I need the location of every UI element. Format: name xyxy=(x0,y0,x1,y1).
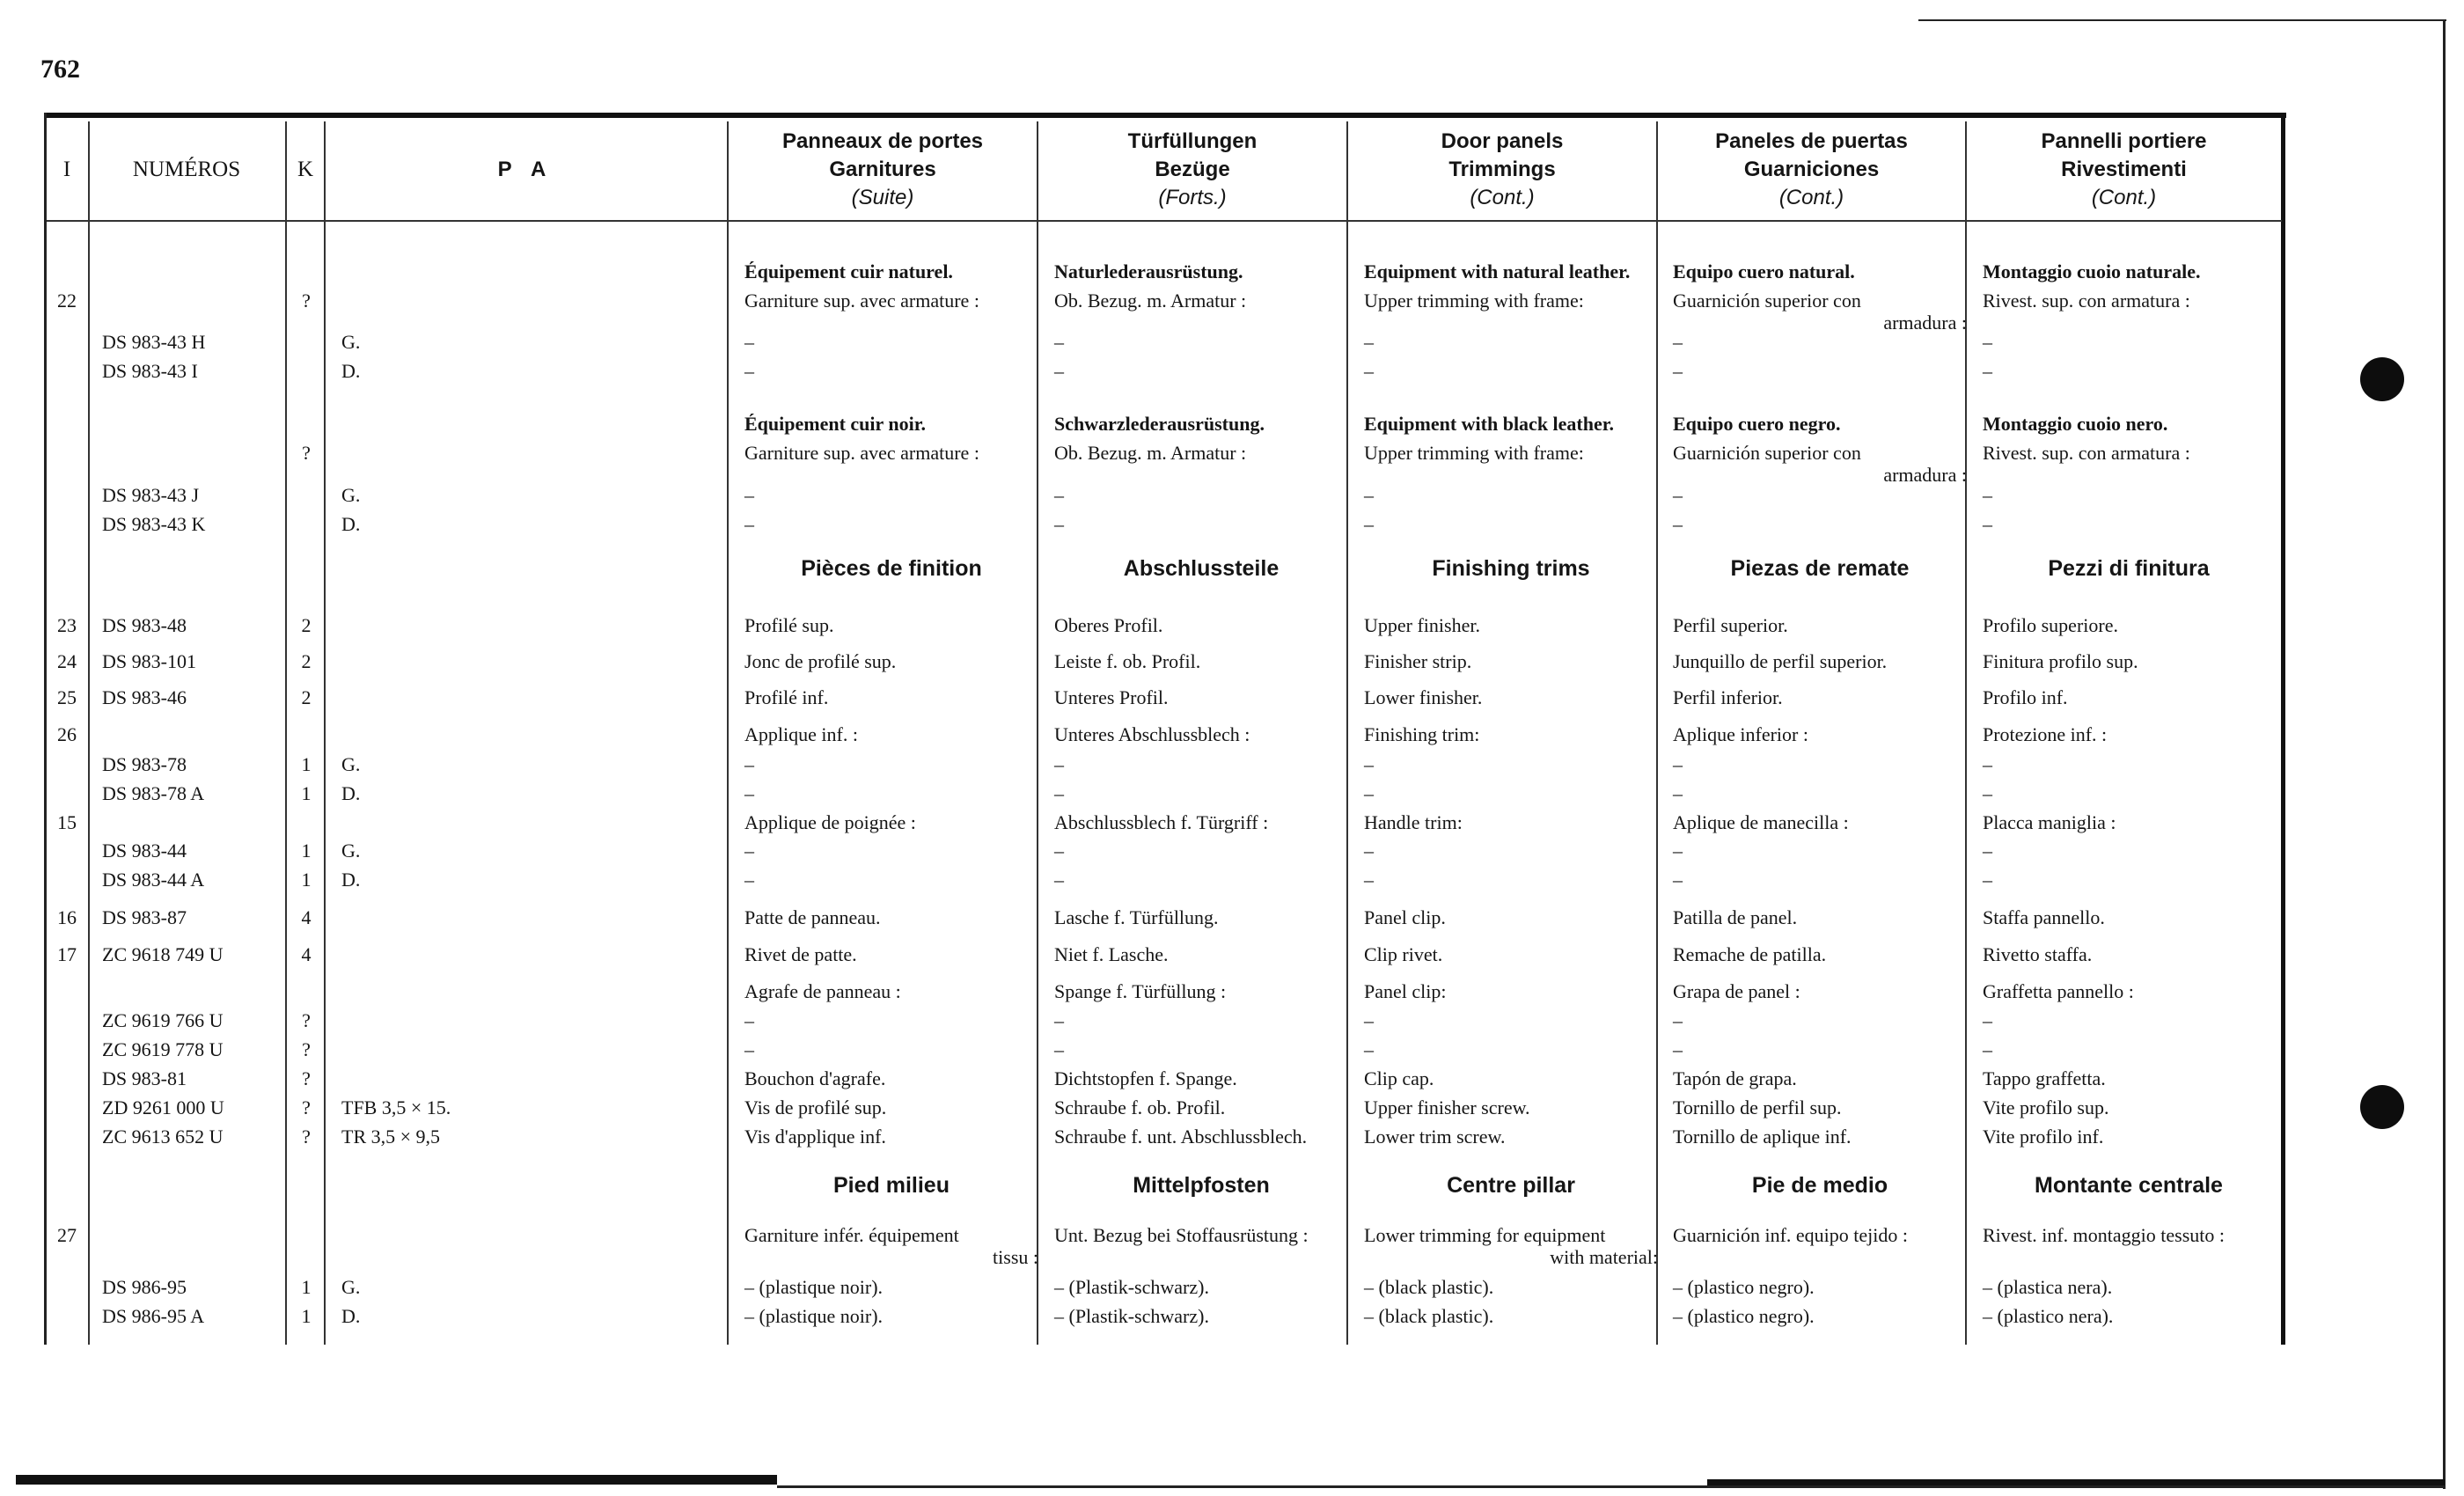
cell-k: ? xyxy=(302,442,311,464)
header-col-french xyxy=(730,123,1035,216)
cell-de: Naturlederausrüstung. xyxy=(1054,260,1243,282)
cell-pa: D. xyxy=(341,360,361,382)
cell-fr: Vis de profilé sup. xyxy=(744,1096,887,1118)
cell-numero: DS 986-95 xyxy=(102,1276,187,1298)
cell-de: Leiste f. ob. Profil. xyxy=(1054,650,1201,672)
cell-es: – xyxy=(1673,1038,1683,1060)
cell-it: – xyxy=(1983,1009,1992,1031)
cell-pa: G. xyxy=(341,1276,361,1298)
cell-fr: – xyxy=(744,331,754,353)
cell-k: 2 xyxy=(301,614,312,636)
cell-en: – xyxy=(1364,513,1374,535)
cell-k: 1 xyxy=(301,753,312,775)
header-title: Trimmings xyxy=(1448,158,1556,181)
header-col-numeros: NUMÉROS xyxy=(132,158,241,181)
cell-numero: DS 983-46 xyxy=(102,686,187,708)
cell-pa: TR 3,5 × 9,5 xyxy=(341,1126,441,1148)
cell-numero: DS 983-101 xyxy=(102,650,196,672)
section-heading: Pied milieu xyxy=(833,1173,950,1198)
header-col-english xyxy=(1350,123,1654,216)
page-edge-bottom xyxy=(777,1485,2445,1488)
cell-es: Tornillo de aplique inf. xyxy=(1673,1126,1852,1148)
cell-it: – xyxy=(1983,331,1992,353)
cell-de: Schraube f. unt. Abschlussblech. xyxy=(1054,1126,1308,1148)
cell-it: Rivest. inf. montaggio tessuto : xyxy=(1983,1224,2225,1246)
cell-it: Protezione inf. : xyxy=(1983,723,2108,745)
cell-es: – xyxy=(1673,331,1683,353)
cell-fr: Vis d'applique inf. xyxy=(744,1126,886,1148)
cell-fr: – (plastique noir). xyxy=(744,1305,884,1327)
cell-it: – xyxy=(1983,360,1992,382)
page-edge-bottom xyxy=(1707,1479,2445,1485)
cell-k: ? xyxy=(302,1126,311,1148)
cell-it: – xyxy=(1983,484,1992,506)
cell-numero: DS 983-48 xyxy=(102,614,187,636)
cell-de: – xyxy=(1054,484,1064,506)
cell-es: – xyxy=(1673,484,1683,506)
cell-en: Upper finisher screw. xyxy=(1364,1096,1530,1118)
cell-de: Schraube f. ob. Profil. xyxy=(1054,1096,1226,1118)
binder-hole-icon xyxy=(2360,1085,2404,1129)
table-border-top xyxy=(46,113,2286,118)
cell-es: – (plastico negro). xyxy=(1673,1305,1815,1327)
cell-fr: Équipement cuir noir. xyxy=(744,413,926,435)
section-heading: Mittelpfosten xyxy=(1133,1173,1270,1198)
cell-es-line2: armadura : xyxy=(1883,312,1967,334)
cell-k: 1 xyxy=(301,869,312,891)
cell-en: Upper trimming with frame: xyxy=(1364,442,1584,464)
cell-it: Rivetto staffa. xyxy=(1983,943,2093,965)
cell-numero: ZD 9261 000 U xyxy=(102,1096,224,1118)
cell-index: 27 xyxy=(57,1224,77,1246)
section-heading: Pièces de finition xyxy=(801,556,982,581)
cell-en: – (black plastic). xyxy=(1364,1305,1494,1327)
cell-it: – xyxy=(1983,753,1992,775)
cell-fr: – xyxy=(744,360,754,382)
binder-hole-icon xyxy=(2360,357,2404,401)
cell-es: Perfil superior. xyxy=(1673,614,1788,636)
cell-en: Finishing trim: xyxy=(1364,723,1480,745)
cell-es: Tornillo de perfil sup. xyxy=(1673,1096,1842,1118)
cell-es: Aplique inferior : xyxy=(1673,723,1808,745)
cell-fr: Profilé inf. xyxy=(744,686,829,708)
cell-de: – xyxy=(1054,1009,1064,1031)
cell-index: 26 xyxy=(57,723,77,745)
cell-en: Lower trim screw. xyxy=(1364,1126,1506,1148)
cell-numero: ZC 9619 766 U xyxy=(102,1009,224,1031)
cell-es: Perfil inferior. xyxy=(1673,686,1783,708)
header-title: Pannelli portiere xyxy=(2041,129,2207,153)
cell-k: 2 xyxy=(301,686,312,708)
cell-fr: Applique de poignée : xyxy=(744,811,916,833)
cell-en: Finisher strip. xyxy=(1364,650,1472,672)
cell-de: Spange f. Türfüllung : xyxy=(1054,980,1227,1002)
column-divider xyxy=(88,121,90,1345)
cell-it: Tappo graffetta. xyxy=(1983,1067,2106,1089)
cell-de: – xyxy=(1054,1038,1064,1060)
cell-pa: TFB 3,5 × 15. xyxy=(341,1096,451,1118)
cell-en: Upper trimming with frame: xyxy=(1364,290,1584,312)
cell-en: – xyxy=(1364,1009,1374,1031)
cell-k: 1 xyxy=(301,1276,312,1298)
cell-en-line2: with material: xyxy=(1550,1246,1658,1268)
header-subtitle: (Cont.) xyxy=(1778,186,1844,209)
cell-fr: – xyxy=(744,840,754,862)
cell-index: 15 xyxy=(57,811,77,833)
header-subtitle: (Forts.) xyxy=(1158,186,1227,209)
cell-es-line2: armadura : xyxy=(1883,464,1967,486)
cell-es: Grapa de panel : xyxy=(1673,980,1800,1002)
cell-es: Remache de patilla. xyxy=(1673,943,1827,965)
cell-it: Staffa pannello. xyxy=(1983,906,2105,928)
cell-en: Equipment with natural leather. xyxy=(1364,260,1631,282)
cell-numero: DS 983-43 I xyxy=(102,360,198,382)
cell-index: 25 xyxy=(57,686,77,708)
cell-de: – (Plastik-schwarz). xyxy=(1054,1305,1209,1327)
cell-en: Equipment with black leather. xyxy=(1364,413,1615,435)
cell-en: Panel clip: xyxy=(1364,980,1447,1002)
cell-numero: DS 983-44 A xyxy=(102,869,205,891)
cell-es: Aplique de manecilla : xyxy=(1673,811,1849,833)
cell-fr: Patte de panneau. xyxy=(744,906,881,928)
cell-en: – xyxy=(1364,1038,1374,1060)
cell-de: – xyxy=(1054,782,1064,804)
cell-es: Guarnición inf. equipo tejido : xyxy=(1673,1224,1908,1246)
cell-index: 24 xyxy=(57,650,77,672)
cell-it: Vite profilo inf. xyxy=(1983,1126,2104,1148)
cell-numero: DS 983-43 H xyxy=(102,331,206,353)
cell-en: Lower finisher. xyxy=(1364,686,1483,708)
cell-en-line1: Lower trimming for equipment xyxy=(1364,1224,1606,1246)
section-heading: Pezzi di finitura xyxy=(2048,556,2210,581)
cell-en xyxy=(1364,1224,1658,1268)
cell-en: – xyxy=(1364,360,1374,382)
cell-de: – xyxy=(1054,840,1064,862)
cell-it: Profilo superiore. xyxy=(1983,614,2118,636)
cell-en: Handle trim: xyxy=(1364,811,1463,833)
cell-de: – xyxy=(1054,869,1064,891)
cell-pa: D. xyxy=(341,869,361,891)
header-title: Rivestimenti xyxy=(2061,158,2187,181)
cell-k: ? xyxy=(302,1096,311,1118)
section-heading: Centre pillar xyxy=(1447,1173,1575,1198)
header-title: Garnitures xyxy=(829,158,936,181)
cell-k: ? xyxy=(302,1067,311,1089)
cell-numero: DS 983-43 J xyxy=(102,484,200,506)
cell-en: – xyxy=(1364,782,1374,804)
section-heading: Abschlussteile xyxy=(1123,556,1280,581)
cell-es: Tapón de grapa. xyxy=(1673,1067,1797,1089)
cell-k: 4 xyxy=(301,943,312,965)
cell-numero: ZC 9613 652 U xyxy=(102,1126,224,1148)
cell-pa: G. xyxy=(341,484,361,506)
cell-en: – xyxy=(1364,484,1374,506)
cell-de: – xyxy=(1054,331,1064,353)
cell-es: Patilla de panel. xyxy=(1673,906,1798,928)
section-heading: Pie de medio xyxy=(1751,1173,1888,1198)
header-col-k: K xyxy=(297,158,314,181)
cell-de: Niet f. Lasche. xyxy=(1054,943,1169,965)
cell-de: – (Plastik-schwarz). xyxy=(1054,1276,1209,1298)
cell-k: 2 xyxy=(301,650,312,672)
table-border-right xyxy=(2281,113,2285,1345)
cell-numero: DS 983-87 xyxy=(102,906,187,928)
cell-numero: ZC 9619 778 U xyxy=(102,1038,224,1060)
cell-k: 1 xyxy=(301,840,312,862)
cell-es-line1: Guarnición superior con xyxy=(1673,442,1861,464)
cell-en: – xyxy=(1364,840,1374,862)
cell-fr: Profilé sup. xyxy=(744,614,834,636)
page-edge-bottom xyxy=(16,1475,777,1485)
cell-de: – xyxy=(1054,513,1064,535)
cell-es xyxy=(1673,442,1967,486)
cell-index: 16 xyxy=(57,906,77,928)
cell-numero: DS 986-95 A xyxy=(102,1305,205,1327)
cell-pa: G. xyxy=(341,331,361,353)
column-divider xyxy=(285,121,287,1345)
cell-es: Equipo cuero negro. xyxy=(1673,413,1841,435)
cell-en: Panel clip. xyxy=(1364,906,1446,928)
cell-fr: – xyxy=(744,782,754,804)
cell-es: – xyxy=(1673,360,1683,382)
cell-fr: – xyxy=(744,484,754,506)
cell-numero: DS 983-78 A xyxy=(102,782,205,804)
header-subtitle: (Cont.) xyxy=(1470,186,1535,209)
cell-fr: – xyxy=(744,513,754,535)
cell-es: Equipo cuero natural. xyxy=(1673,260,1855,282)
cell-numero: DS 983-78 xyxy=(102,753,187,775)
cell-it: Vite profilo sup. xyxy=(1983,1096,2109,1118)
header-col-spanish xyxy=(1660,123,1963,216)
page-edge-right xyxy=(2443,19,2446,1489)
cell-it: – xyxy=(1983,840,1992,862)
cell-fr: Agrafe de panneau : xyxy=(744,980,901,1002)
section-heading: Piezas de remate xyxy=(1730,556,1910,581)
page-edge-top xyxy=(1918,19,2446,21)
cell-de: Unteres Profil. xyxy=(1054,686,1169,708)
cell-fr: – xyxy=(744,1009,754,1031)
cell-es: – (plastico negro). xyxy=(1673,1276,1815,1298)
column-divider xyxy=(727,121,729,1345)
cell-fr xyxy=(744,1224,1038,1268)
cell-k: ? xyxy=(302,290,311,312)
cell-pa: D. xyxy=(341,782,361,804)
cell-de: Schwarzlederausrüstung. xyxy=(1054,413,1265,435)
cell-es: – xyxy=(1673,782,1683,804)
cell-index: 22 xyxy=(57,290,77,312)
cell-es: – xyxy=(1673,753,1683,775)
cell-it: Profilo inf. xyxy=(1983,686,2068,708)
cell-es: – xyxy=(1673,869,1683,891)
cell-it: Rivest. sup. con armatura : xyxy=(1983,290,2190,312)
cell-it: Placca maniglia : xyxy=(1983,811,2116,833)
cell-fr: Applique inf. : xyxy=(744,723,858,745)
cell-de: Ob. Bezug. m. Armatur : xyxy=(1054,442,1247,464)
cell-en: – xyxy=(1364,331,1374,353)
cell-k: 4 xyxy=(301,906,312,928)
header-col-i: I xyxy=(62,158,71,181)
cell-pa: D. xyxy=(341,1305,361,1327)
cell-en: – (black plastic). xyxy=(1364,1276,1494,1298)
cell-pa: G. xyxy=(341,840,361,862)
cell-es: Junquillo de perfil superior. xyxy=(1673,650,1888,672)
page-number: 762 xyxy=(40,55,80,84)
header-subtitle: (Suite) xyxy=(851,186,914,209)
header-title: Guarniciones xyxy=(1743,158,1880,181)
header-col-italian xyxy=(1969,123,2279,216)
section-heading: Montante centrale xyxy=(2035,1173,2223,1198)
cell-it: – xyxy=(1983,869,1992,891)
header-divider xyxy=(47,220,2282,222)
cell-es: – xyxy=(1673,1009,1683,1031)
cell-fr-line1: Garniture infér. équipement xyxy=(744,1224,959,1246)
cell-en: Clip cap. xyxy=(1364,1067,1434,1089)
cell-numero: DS 983-44 xyxy=(102,840,187,862)
cell-it: Finitura profilo sup. xyxy=(1983,650,2138,672)
cell-en: Upper finisher. xyxy=(1364,614,1480,636)
header-title: Door panels xyxy=(1441,129,1564,153)
cell-it: Graffetta pannello : xyxy=(1983,980,2134,1002)
cell-de: – xyxy=(1054,360,1064,382)
cell-it: – xyxy=(1983,1038,1992,1060)
cell-index: 23 xyxy=(57,614,77,636)
header-title: Paneles de puertas xyxy=(1715,129,1908,153)
cell-k: 1 xyxy=(301,1305,312,1327)
section-heading: Finishing trims xyxy=(1432,556,1590,581)
cell-pa: G. xyxy=(341,753,361,775)
cell-it: Rivest. sup. con armatura : xyxy=(1983,442,2190,464)
cell-de: Unteres Abschlussblech : xyxy=(1054,723,1250,745)
column-divider xyxy=(324,121,326,1345)
table-border-left xyxy=(44,113,47,1345)
cell-en: – xyxy=(1364,869,1374,891)
cell-it: Montaggio cuoio nero. xyxy=(1983,413,2168,435)
cell-de: Lasche f. Türfüllung. xyxy=(1054,906,1219,928)
cell-es-line1: Guarnición superior con xyxy=(1673,290,1861,312)
cell-k: ? xyxy=(302,1038,311,1060)
cell-es: – xyxy=(1673,513,1683,535)
cell-it: Montaggio cuoio naturale. xyxy=(1983,260,2201,282)
cell-en: – xyxy=(1364,753,1374,775)
cell-k: ? xyxy=(302,1009,311,1031)
cell-fr: Rivet de patte. xyxy=(744,943,857,965)
cell-es: – xyxy=(1673,840,1683,862)
header-col-pa: P A xyxy=(497,158,554,181)
cell-fr: Garniture sup. avec armature : xyxy=(744,290,979,312)
cell-en: Clip rivet. xyxy=(1364,943,1443,965)
cell-it: – xyxy=(1983,782,1992,804)
cell-es xyxy=(1673,290,1967,334)
cell-fr: Jonc de profilé sup. xyxy=(744,650,897,672)
cell-it: – xyxy=(1983,513,1992,535)
cell-de: Abschlussblech f. Türgriff : xyxy=(1054,811,1269,833)
cell-it: – (plastica nera). xyxy=(1983,1276,2113,1298)
cell-fr: – xyxy=(744,869,754,891)
cell-de: – xyxy=(1054,753,1064,775)
cell-index: 17 xyxy=(57,943,77,965)
cell-fr: – (plastique noir). xyxy=(744,1276,884,1298)
cell-de: Oberes Profil. xyxy=(1054,614,1163,636)
cell-fr: – xyxy=(744,1038,754,1060)
cell-de: Ob. Bezug. m. Armatur : xyxy=(1054,290,1247,312)
cell-de: Unt. Bezug bei Stoffausrüstung : xyxy=(1054,1224,1309,1246)
cell-fr: – xyxy=(744,753,754,775)
header-title: Bezüge xyxy=(1155,158,1230,181)
cell-it: – (plastico nera). xyxy=(1983,1305,2114,1327)
header-title: Panneaux de portes xyxy=(781,129,984,153)
cell-fr: Équipement cuir naturel. xyxy=(744,260,953,282)
cell-pa: D. xyxy=(341,513,361,535)
cell-k: 1 xyxy=(301,782,312,804)
cell-fr: Garniture sup. avec armature : xyxy=(744,442,979,464)
cell-de: Dichtstopfen f. Spange. xyxy=(1054,1067,1237,1089)
cell-fr-line2: tissu : xyxy=(993,1246,1038,1268)
header-title: Türfüllungen xyxy=(1127,129,1258,153)
cell-numero: DS 983-81 xyxy=(102,1067,187,1089)
cell-numero: ZC 9618 749 U xyxy=(102,943,224,965)
cell-numero: DS 983-43 K xyxy=(102,513,206,535)
cell-fr: Bouchon d'agrafe. xyxy=(744,1067,886,1089)
header-col-german xyxy=(1040,123,1345,216)
header-subtitle: (Cont.) xyxy=(2091,186,2157,209)
